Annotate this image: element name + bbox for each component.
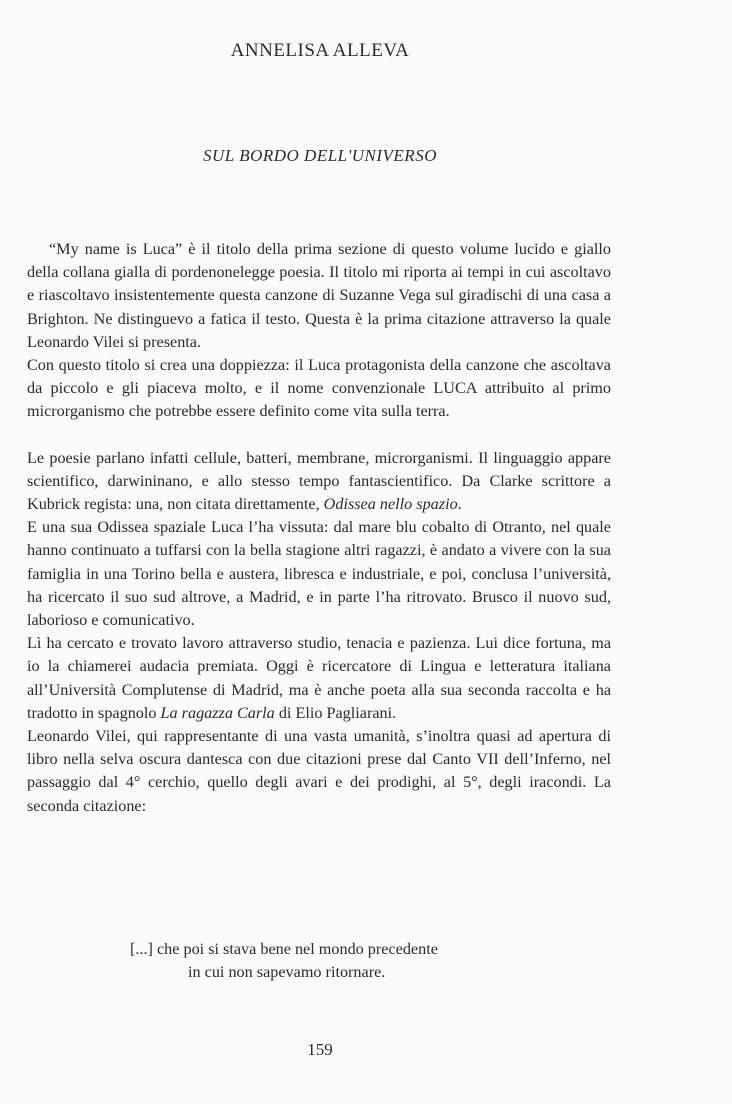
- essay-body: [27, 238, 611, 818]
- quote-line: [...] che poi si stava bene nel mondo precedente: [130, 940, 438, 958]
- running-header-author: ANNELISA ALLEVA: [230, 40, 410, 61]
- italic-work-title: La ragazza Carla: [160, 703, 275, 722]
- quote-line: in cui non sapevamo ritornare.: [188, 963, 386, 981]
- paragraph-2: Con questo titolo si crea una doppiezza: il Luca protagonista della canzone che ascoltava da piccolo e gli piaceva molto, e il nome convenzionale LUCA attribuito al primo microrganismo che potrebbe essere definito come vita sulla terra.: [27, 356, 611, 421]
- paragraph-4: E una sua Odissea spaziale Luca l’ha vissuta: dal mare blu cobalto di Otranto, nel quale hanno continuato a tuffarsi con la bella stagione altri ragazzi, è andato a vivere con la sua famiglia in una Torino bella e austera, libresca e industriale, e poi, conclusa l’università, ha ricercato il suo sud altrove, a Madrid, e in parte l’ha ritrovato. Brusco il nuovo sud, laborioso e comunicativo.: [27, 518, 611, 630]
- block-quote: [130, 938, 550, 984]
- essay-title: SUL BORDO DELL'UNIVERSO: [203, 146, 437, 165]
- paragraph-5: Lì ha cercato e trovato lavoro attraverso studio, tenacia e pazienza. Lui dice fortuna, ma io la chiamerei audacia premiata. Oggi è ricercatore di Lingua e letteratura italiana all’Università Complutense di Madrid, ma è anche poeta alla sua seconda raccolta e ha tradotto in spagnolo La ragazza Carla di Elio Pagliarani.: [27, 634, 611, 722]
- paragraph-3: Le poesie parlano infatti cellule, batteri, membrane, microrganismi. Il linguaggio appare scientifico, darwininano, e allo stesso tempo fantascientifico. Da Clarke scrittore a Kubrick regista: una, non citata direttamente, Odissea nello spazio.: [27, 448, 611, 514]
- paragraph-1: “My name is Luca” è il titolo della prima sezione di questo volume lucido e giallo della collana gialla di pordenonelegge poesia. Il titolo mi riporta ai tempi in cui ascoltavo e riascoltavo insistentemente questa canzone di Suzanne Vega sul giradischi di una casa a Brighton. Ne distinguevo a fatica il testo. Questa è la prima citazione attraverso la quale Leonardo Vilei si presenta.: [27, 240, 611, 351]
- page-number: 159: [307, 1040, 333, 1059]
- italic-work-title: Odissea nello spazio: [323, 495, 458, 514]
- paragraph-6: Leonardo Vilei, qui rappresentante di una vasta umanità, s’inoltra quasi ad apertura di libro nella selva oscura dantesca con due citazioni prese dal Canto VII dell’Inferno, nel passaggio dal 4° cerchio, quello degli avari e dei prodighi, al 5°, degli iracondi. La seconda citazione:: [27, 727, 611, 815]
